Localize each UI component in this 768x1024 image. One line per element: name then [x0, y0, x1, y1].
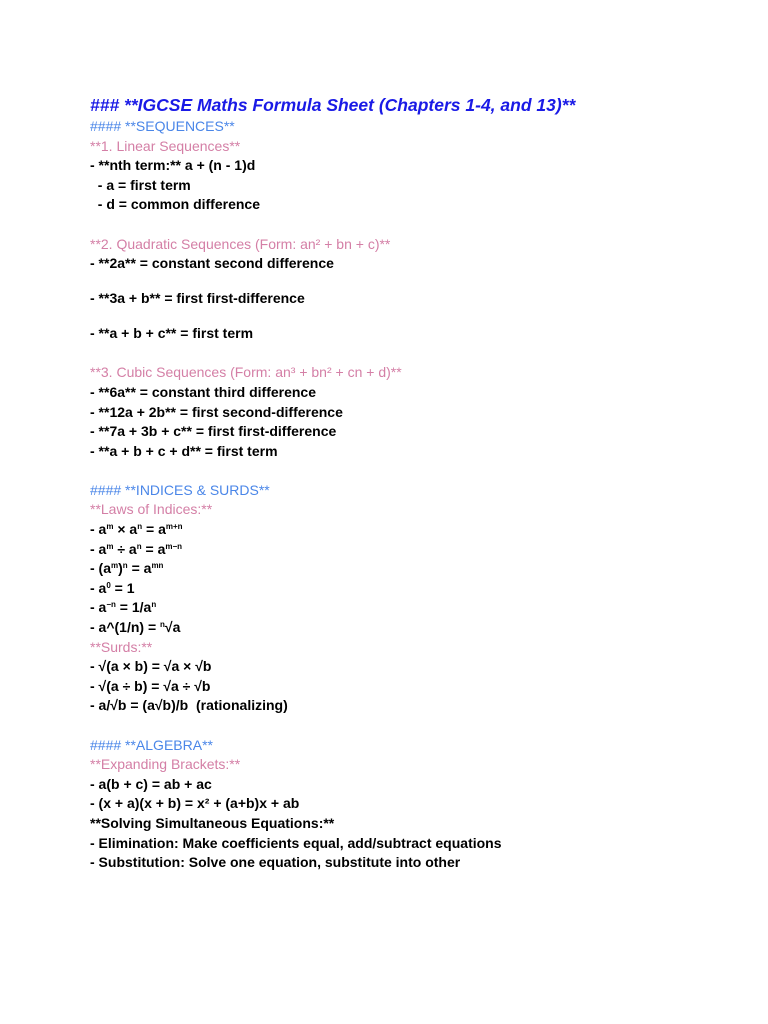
subheading-simultaneous-equations: **Solving Simultaneous Equations:** — [90, 814, 335, 831]
linear-a-definition: - a = first term — [90, 176, 191, 193]
subheading-cubic-sequences: **3. Cubic Sequences (Form: an³ + bn² + cn + d)** — [90, 364, 402, 381]
quadratic-line-3: - **a + b + c** = first term — [90, 325, 254, 342]
quadratic-line-2: - **3a + b** = first first-difference — [90, 290, 305, 307]
section-heading-sequences: #### **SEQUENCES** — [90, 118, 235, 134]
section-heading-indices-surds: #### **INDICES & SURDS** — [90, 481, 270, 498]
cubic-line-4: - **a + b + c + d** = first term — [90, 442, 278, 459]
linear-nth-term: - **nth term:** a + (n - 1)d — [90, 157, 256, 174]
surd-rule-multiply: - √(a × b) = √a × √b — [90, 658, 212, 675]
cubic-line-3: - **7a + 3b + c** = first first-difference — [90, 423, 337, 440]
subheading-quadratic-sequences: **2. Quadratic Sequences (Form: an² + bn + c)** — [90, 235, 391, 252]
subheading-expanding-brackets: **Expanding Brackets:** — [90, 756, 241, 773]
quadratic-line-1: - **2a** = constant second difference — [90, 255, 334, 272]
simultaneous-substitution: - Substitution: Solve one equation, substitute into other — [90, 854, 461, 871]
section-heading-algebra: #### **ALGEBRA** — [90, 736, 213, 753]
linear-d-definition: - d = common difference — [90, 196, 260, 213]
subheading-surds: **Surds:** — [90, 638, 153, 655]
index-law-multiply: - $a^m \times a^n = a^{m+n}$ — [90, 521, 183, 538]
sheet-title: ### **IGCSE Maths Formula Sheet (Chapters 1-4, and 13)** — [90, 95, 576, 115]
index-law-power: - $(a^m)^n = a^{mn}$ — [90, 560, 164, 577]
surd-rule-rationalize: - a/√b = (a√b)/b (rationalizing) — [90, 697, 288, 714]
formula-sheet — [90, 93, 750, 873]
expand-rule-2: - (x + a)(x + b) = x² + (a+b)x + ab — [90, 795, 300, 812]
index-law-negative: - $a^{-n} = 1/a^n$ — [90, 599, 157, 616]
cubic-line-2: - **12a + 2b** = first second-difference — [90, 403, 343, 420]
index-law-zero: - $a^0 = 1$ — [90, 579, 135, 596]
subheading-linear-sequences: **1. Linear Sequences** — [90, 137, 241, 154]
cubic-line-1: - **6a** = constant third difference — [90, 383, 317, 400]
simultaneous-elimination: - Elimination: Make coefficients equal, add/subtract equations — [90, 834, 502, 851]
subheading-laws-of-indices: **Laws of Indices:** — [90, 501, 213, 518]
index-law-divide: - $a^m \div a^n = a^{m-n}$ — [90, 540, 183, 557]
index-law-fractional: - a^(1/n) = $^n$√a — [90, 619, 181, 636]
expand-rule-1: - a(b + c) = ab + ac — [90, 775, 212, 792]
surd-rule-divide: - √(a ÷ b) = √a ÷ √b — [90, 677, 211, 694]
